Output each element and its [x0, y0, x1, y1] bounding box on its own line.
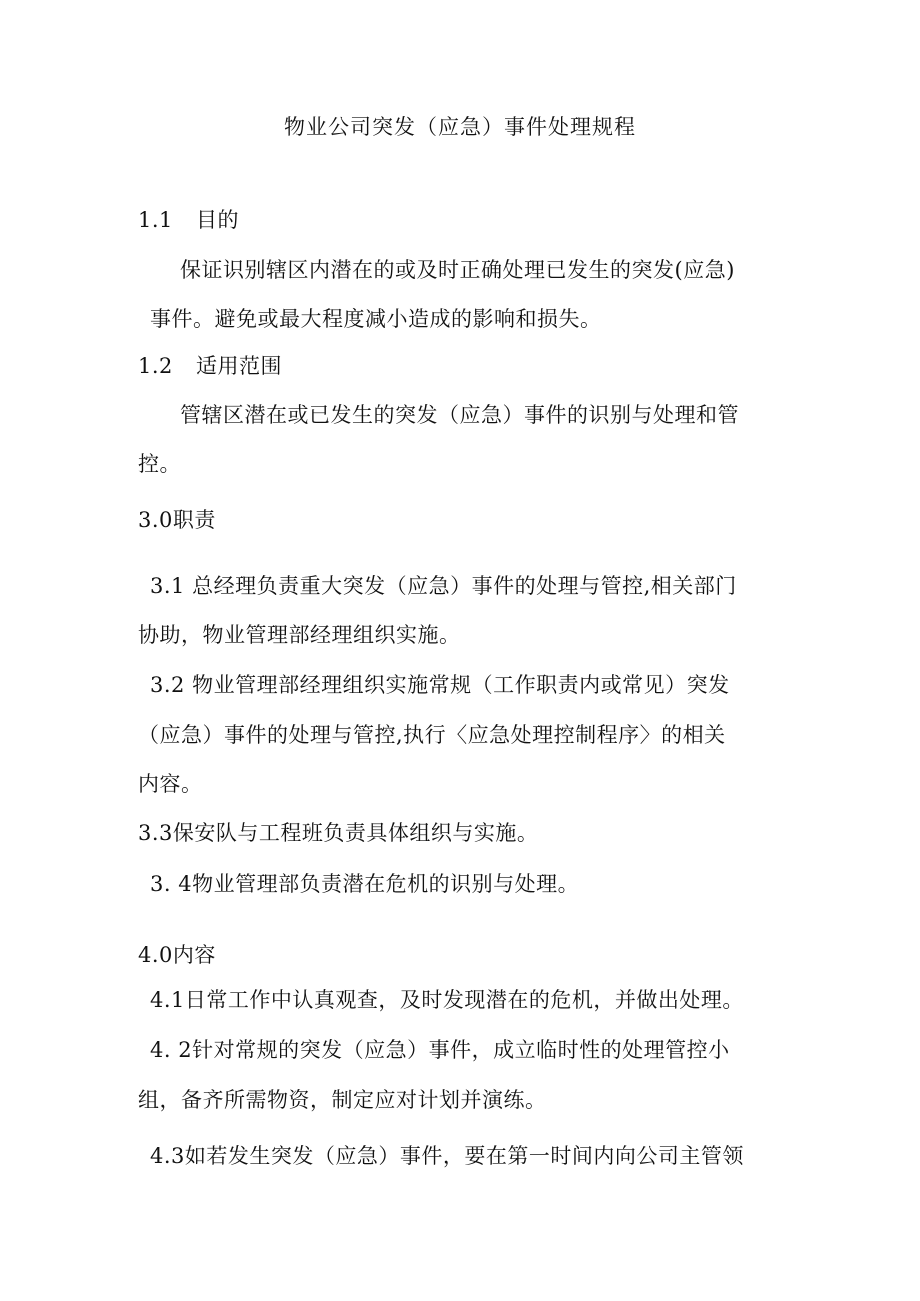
- section-4-heading: 4.0内容: [138, 943, 216, 967]
- paragraph-line: 4.1日常工作中认真观查，及时发现潜在的危机，并做出处理。: [150, 988, 744, 1012]
- section-1-2-heading: [138, 351, 282, 381]
- paragraph-line: 协助，物业管理部经理组织实施。: [138, 623, 461, 647]
- section-number: 1.1: [138, 208, 173, 232]
- paragraph-line: 3. 4物业管理部负责潜在危机的识别与处理。: [150, 872, 580, 896]
- document-title: 物业公司突发（应急）事件处理规程: [284, 115, 636, 139]
- section-number: 1.2: [138, 354, 173, 378]
- section-title: 目的: [196, 208, 239, 232]
- paragraph-line: 事件。避免或最大程度减小造成的影响和损失。: [150, 307, 602, 331]
- paragraph-line: 3.3保安队与工程班负责具体组织与实施。: [138, 821, 539, 845]
- paragraph-line: 4.3如若发生突发（应急）事件，要在第一时间内向公司主管领: [150, 1144, 744, 1168]
- paragraph-line: 3.1 总经理负责重大突发（应急）事件的处理与管控,相关部门: [150, 574, 737, 598]
- paragraph-line: 3.2 物业管理部经理组织实施常规（工作职责内或常见）突发: [150, 673, 730, 697]
- paragraph-line: 管辖区潜在或已发生的突发（应急）事件的识别与处理和管: [180, 403, 739, 427]
- section-1-1-heading: [138, 205, 239, 235]
- section-3-heading: 3.0职责: [138, 508, 216, 532]
- paragraph-line: 保证识别辖区内潜在的或及时正确处理已发生的突发(应急): [180, 258, 735, 282]
- section-title: 适用范围: [196, 354, 282, 378]
- paragraph-line: 4. 2针对常规的突发（应急）事件，成立临时性的处理管控小: [150, 1038, 730, 1062]
- paragraph-line: 组，备齐所需物资，制定应对计划并演练。: [138, 1088, 547, 1112]
- paragraph-line: 内容。: [138, 772, 203, 796]
- paragraph-line: 控。: [138, 452, 181, 476]
- paragraph-line: （应急）事件的处理与管控,执行〈应急处理控制程序〉的相关: [138, 723, 726, 747]
